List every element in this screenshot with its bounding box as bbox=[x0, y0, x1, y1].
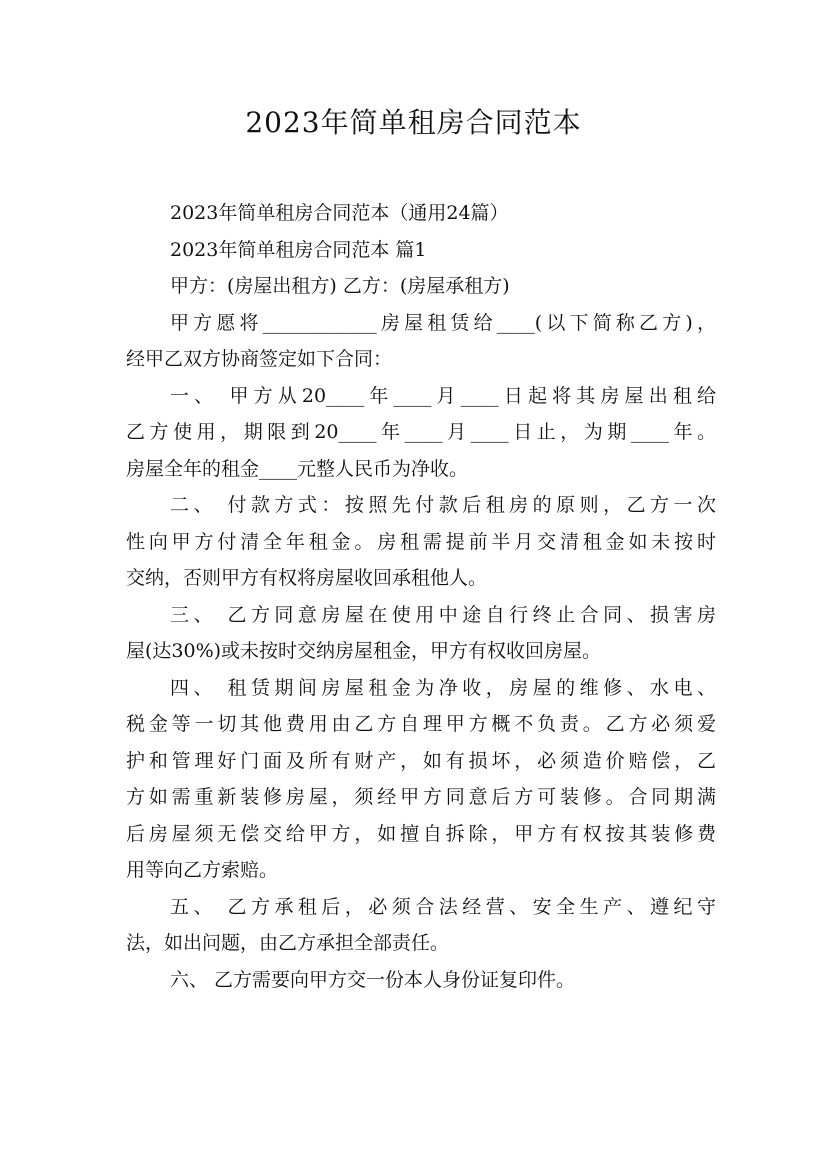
document-title: 2023年简单租房合同范本 bbox=[245, 106, 582, 139]
paragraph-line: 经甲乙双方协商签定如下合同： bbox=[126, 348, 393, 370]
clause-4-line: 四、 租赁期间房屋租金为净收，房屋的维修、水电、 bbox=[170, 676, 716, 699]
clause-6-line: 六、 乙方需要向甲方交一份本人身份证复印件。 bbox=[170, 968, 576, 991]
clause-4-line: 护和管理好门面及所有财产，如有损坏，必须造价赔偿，乙 bbox=[126, 749, 716, 772]
document-body bbox=[126, 195, 716, 998]
clause-2-line: 性向甲方付清全年租金。房租需提前半月交清租金如未按时 bbox=[126, 530, 716, 553]
clause-2-line: 交纳，否则甲方有权将房屋收回承租他人。 bbox=[126, 567, 488, 589]
clause-3-line: 屋(达30%)或未按时交纳房屋租金，甲方有权收回房屋。 bbox=[126, 640, 602, 662]
clause-1-line: 一、 甲方从20____年____月____日起将其房屋出租给 bbox=[170, 384, 716, 407]
clause-4-line: 方如需重新装修房屋，须经甲方同意后方可装修。合同期满 bbox=[126, 786, 716, 808]
clause-4-line: 后房屋须无偿交给甲方，如擅自拆除，甲方有权按其装修费 bbox=[126, 822, 716, 845]
clause-4-line: 用等向乙方索赔。 bbox=[126, 859, 279, 881]
section-heading: 2023年简单租房合同范本 篇1 bbox=[170, 238, 427, 261]
clause-1-line: 乙方使用，期限到20____年____月____日止，为期____年。 bbox=[126, 421, 716, 443]
clause-1-line: 房屋全年的租金____元整人民币为净收。 bbox=[126, 457, 469, 480]
clause-5-line: 法，如出问题，由乙方承担全部责任。 bbox=[126, 932, 450, 954]
clause-2-line: 二、 付款方式：按照先付款后租房的原则，乙方一次 bbox=[170, 494, 716, 516]
clause-4-line: 税金等一切其他费用由乙方自理甲方概不负责。乙方必须爱 bbox=[126, 713, 716, 735]
paragraph-line: 甲方愿将____________房屋租赁给____(以下简称乙方)， bbox=[170, 311, 716, 334]
clause-3-line: 三、 乙方同意房屋在使用中途自行终止合同、损害房 bbox=[170, 603, 716, 626]
clause-5-line: 五、 乙方承租后，必须合法经营、安全生产、遵纪守 bbox=[170, 895, 716, 918]
parties-line: 甲方：(房屋出租方) 乙方：(房屋承租方) bbox=[170, 275, 510, 297]
subtitle-line: 2023年简单租房合同范本（通用24篇） bbox=[170, 202, 509, 224]
